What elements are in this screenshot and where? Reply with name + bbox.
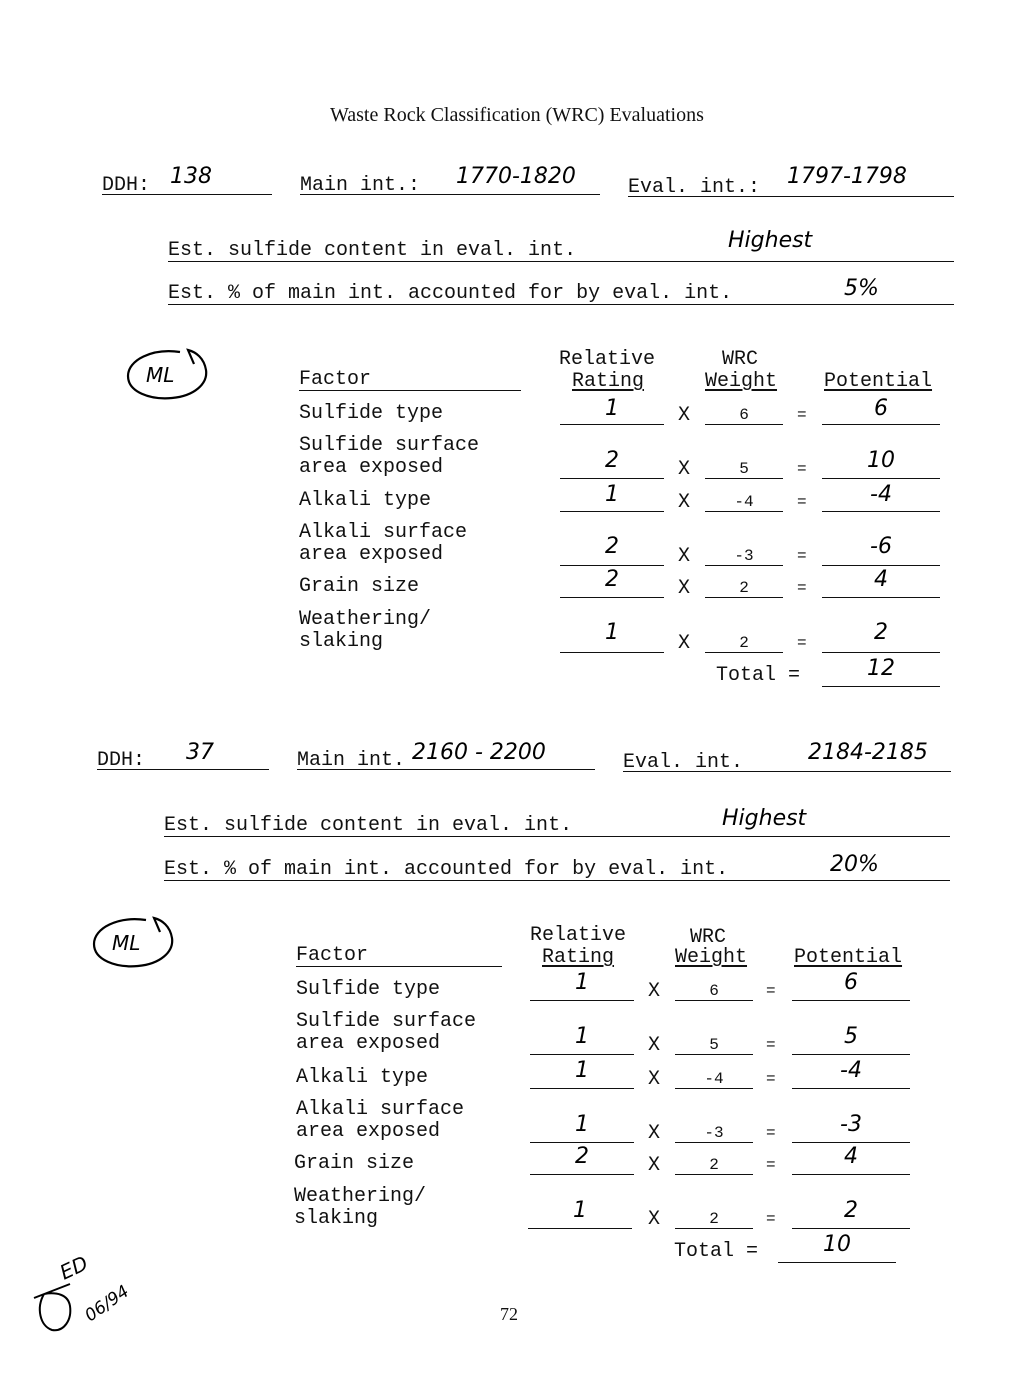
potential-line [792, 1054, 910, 1055]
potential-line [822, 424, 940, 425]
sulfide-label: Est. sulfide content in eval. int. [164, 814, 573, 837]
potential-value: 4 [874, 567, 888, 592]
potential-value: -6 [870, 534, 892, 559]
eval-int-underline [623, 771, 951, 772]
factor-label: Sulfide surface [296, 1010, 477, 1033]
weight-line [705, 565, 783, 566]
weight-value: -4 [734, 493, 754, 511]
weight-line [705, 424, 783, 425]
rating-line [530, 1142, 634, 1143]
weight-line [675, 1174, 753, 1175]
ddh-label: DDH: [97, 749, 146, 772]
weight-line [675, 1088, 753, 1089]
potential-line [822, 652, 940, 653]
equals-sign: = [797, 547, 807, 565]
potential-line [822, 565, 940, 566]
weight-line [675, 1000, 753, 1001]
eval-int-value: 2184-2185 [808, 740, 928, 765]
rating-value: 2 [605, 448, 619, 473]
ddh-value: 37 [186, 740, 214, 765]
sulfide-underline [168, 261, 954, 262]
eval-int-label: Eval. int.: [628, 176, 761, 199]
factor-label: Alkali type [296, 1066, 429, 1089]
weight-header: Weight [675, 946, 748, 969]
times-sign: X [678, 491, 691, 514]
factor-label: Weathering/ [299, 608, 432, 631]
potential-value: 2 [844, 1198, 858, 1223]
weight-line [675, 1142, 753, 1143]
initials-text: ED [55, 1250, 92, 1285]
factor-header-underline [296, 966, 502, 967]
factor-label: Weathering/ [294, 1185, 427, 1208]
percent-value: 5% [844, 276, 879, 301]
weight-value: 5 [709, 1036, 719, 1054]
equals-sign: = [797, 493, 807, 511]
times-sign: X [678, 404, 691, 427]
ddh-underline [102, 194, 272, 195]
factor-label: Sulfide surface [299, 434, 480, 457]
wrc-header: WRC [722, 348, 759, 371]
total-label: Total = [716, 664, 801, 687]
date-note: 06/94 [81, 1281, 134, 1327]
factor-label: Alkali surface [296, 1098, 465, 1121]
rating-line [530, 1088, 634, 1089]
potential-line [792, 1000, 910, 1001]
equals-sign: = [766, 1070, 776, 1088]
ml-badge-text: ML [112, 931, 141, 955]
potential-value: 6 [844, 970, 858, 995]
weight-line [705, 478, 783, 479]
equals-sign: = [797, 406, 807, 424]
main-int-value: 2160 - 2200 [412, 740, 546, 765]
times-sign: X [648, 1068, 661, 1091]
factor-label-line2: slaking [294, 1207, 379, 1230]
potential-line [792, 1174, 910, 1175]
weight-line [705, 511, 783, 512]
rating-line [528, 1228, 632, 1229]
rating-line [560, 511, 664, 512]
weight-line [705, 597, 783, 598]
potential-line [792, 1142, 910, 1143]
relative-header: Relative [559, 348, 656, 371]
times-sign: X [648, 1154, 661, 1177]
rating-value: 1 [575, 1024, 589, 1049]
weight-line [675, 1228, 753, 1229]
weight-value: 5 [739, 460, 749, 478]
eval-int-underline [628, 196, 954, 197]
potential-line [822, 478, 940, 479]
times-sign: X [678, 458, 691, 481]
potential-line [792, 1228, 910, 1229]
equals-sign: = [797, 460, 807, 478]
ddh-label: DDH: [102, 174, 151, 197]
rating-line [560, 424, 664, 425]
rating-value: 1 [573, 1198, 587, 1223]
rating-line [560, 565, 664, 566]
factor-label: Alkali surface [299, 521, 468, 544]
main-int-label: Main int.: [300, 174, 421, 197]
equals-sign: = [766, 1036, 776, 1054]
percent-value: 20% [830, 852, 879, 877]
weight-header: Weight [705, 370, 778, 393]
main-int-value: 1770-1820 [456, 164, 576, 189]
total-value: 12 [867, 656, 895, 681]
weight-value: 2 [739, 579, 749, 597]
factor-label-line2: area exposed [299, 543, 444, 566]
potential-value: 4 [844, 1144, 858, 1169]
factor-label: Grain size [294, 1152, 415, 1175]
total-value: 10 [823, 1232, 851, 1257]
rating-value: 1 [575, 1112, 589, 1137]
weight-value: 6 [739, 406, 749, 424]
factor-label-line2: area exposed [299, 456, 444, 479]
rating-value: 1 [605, 396, 619, 421]
weight-value: 6 [709, 982, 719, 1000]
factor-label: Grain size [299, 575, 420, 598]
factor-header: Factor [296, 944, 369, 967]
ml-circle-mark [88, 914, 180, 970]
times-sign: X [678, 632, 691, 655]
potential-line [822, 597, 940, 598]
times-sign: X [678, 545, 691, 568]
rating-value: 1 [605, 620, 619, 645]
times-sign: X [648, 1034, 661, 1057]
rating-line [530, 1000, 634, 1001]
ddh-value: 138 [170, 164, 212, 189]
percent-label: Est. % of main int. accounted for by eval. int. [168, 282, 733, 305]
wrc-header: WRC [690, 926, 727, 949]
potential-header: Potential [794, 946, 903, 969]
rating-value: 2 [605, 534, 619, 559]
factor-label: Sulfide type [296, 978, 441, 1001]
rating-value: 1 [605, 482, 619, 507]
factor-label-line2: slaking [299, 630, 384, 653]
rating-line [530, 1054, 634, 1055]
sulfide-label: Est. sulfide content in eval. int. [168, 239, 577, 262]
factor-label-line2: area exposed [296, 1120, 441, 1143]
rating-value: 1 [575, 1058, 589, 1083]
potential-value: 5 [844, 1024, 858, 1049]
rating-header: Rating [572, 370, 645, 393]
relative-header: Relative [530, 924, 627, 947]
equals-sign: = [797, 579, 807, 597]
rating-line [560, 597, 664, 598]
weight-value: 2 [709, 1210, 719, 1228]
equals-sign: = [766, 1156, 776, 1174]
potential-value: -4 [870, 482, 892, 507]
equals-sign: = [766, 1124, 776, 1142]
ddh-underline [97, 769, 269, 770]
eval-int-value: 1797-1798 [787, 164, 907, 189]
sulfide-underline [164, 836, 950, 837]
potential-header: Potential [824, 370, 933, 393]
weight-line [705, 652, 783, 653]
potential-value: 2 [874, 620, 888, 645]
initials-mark [30, 1250, 150, 1336]
weight-value: 2 [709, 1156, 719, 1174]
factor-label-line2: area exposed [296, 1032, 441, 1055]
factor-header-underline [299, 390, 521, 391]
weight-value: -3 [704, 1124, 724, 1142]
equals-sign: = [766, 982, 776, 1000]
ml-circle-mark [122, 346, 214, 402]
weight-value: -4 [704, 1070, 724, 1088]
times-sign: X [648, 980, 661, 1003]
factor-label: Alkali type [299, 489, 432, 512]
potential-value: -3 [840, 1112, 862, 1137]
ml-badge-text: ML [146, 363, 175, 387]
eval-int-label: Eval. int. [623, 751, 744, 774]
total-line [822, 686, 940, 687]
times-sign: X [648, 1208, 661, 1231]
main-int-underline [297, 769, 595, 770]
potential-line [792, 1088, 910, 1089]
rating-line [560, 652, 664, 653]
potential-value: 6 [874, 396, 888, 421]
main-int-label: Main int. [297, 749, 406, 772]
times-sign: X [648, 1122, 661, 1145]
rating-header: Rating [542, 946, 615, 969]
page-number: 72 [500, 1304, 518, 1324]
factor-label: Sulfide type [299, 402, 444, 425]
rating-line [530, 1174, 634, 1175]
times-sign: X [678, 577, 691, 600]
weight-value: 2 [739, 634, 749, 652]
sulfide-value: Highest [728, 228, 813, 253]
potential-value: -4 [840, 1058, 862, 1083]
page-title: Waste Rock Classification (WRC) Evaluations [330, 104, 704, 126]
potential-value: 10 [867, 448, 895, 473]
rating-value: 2 [605, 567, 619, 592]
equals-sign: = [797, 634, 807, 652]
percent-underline [168, 304, 954, 305]
equals-sign: = [766, 1210, 776, 1228]
total-label: Total = [674, 1240, 759, 1263]
weight-value: -3 [734, 547, 754, 565]
total-line [778, 1262, 896, 1263]
percent-underline [164, 880, 950, 881]
factor-header: Factor [299, 368, 372, 391]
sulfide-value: Highest [722, 806, 807, 831]
percent-label: Est. % of main int. accounted for by eval. int. [164, 858, 729, 881]
rating-value: 1 [575, 970, 589, 995]
main-int-underline [300, 194, 600, 195]
potential-line [822, 511, 940, 512]
rating-line [560, 478, 664, 479]
rating-value: 2 [575, 1144, 589, 1169]
weight-line [675, 1054, 753, 1055]
